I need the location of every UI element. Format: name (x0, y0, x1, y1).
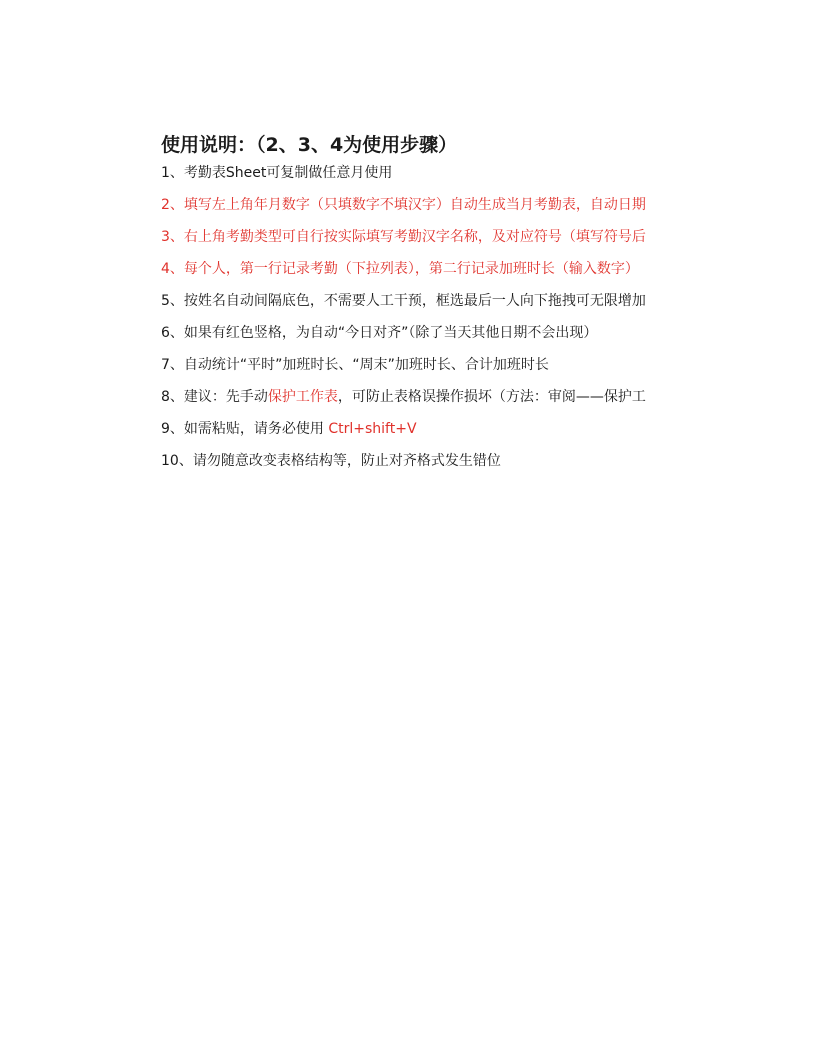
instruction-line-10: 10、请勿随意改变表格结构等，防止对齐格式发生错位 (161, 453, 501, 469)
instruction-line-9 (161, 419, 664, 451)
line-8-suffix: ，可防止表格误操作损坏（方法：审阅——保护工 (337, 389, 646, 405)
instruction-line-5: 5、按姓名自动间隔底色，不需要人工干预，框选最后一人向下拖拽可无限增加 (161, 293, 646, 309)
protect-sheet-highlight: 保护工作表 (267, 389, 338, 405)
instruction-line-6: 6、如果有红色竖格，为自动“今日对齐”（除了当天其他日期不会出现） (161, 325, 598, 341)
instruction-line-1: 1、考勤表Sheet可复制做任意月使用 (161, 165, 393, 181)
line-8-prefix: 8、建议：先手动 (161, 389, 268, 405)
instruction-line-4: 4、每个人，第一行记录考勤（下拉列表），第二行记录加班时长（输入数字） (161, 261, 639, 277)
page-title: 使用说明：（2、3、4为使用步骤） (161, 134, 458, 156)
instructions-block (161, 131, 664, 483)
paste-shortcut-highlight: Ctrl+shift+V (328, 421, 417, 437)
instruction-line-7: 7、自动统计“平时”加班时长、“周末”加班时长、合计加班时长 (161, 357, 549, 373)
line-9-prefix: 9、如需粘贴，请务必使用 (161, 421, 329, 437)
instruction-line-3: 3、右上角考勤类型可自行按实际填写考勤汉字名称，及对应符号（填写符号后 (161, 229, 646, 245)
instruction-line-2: 2、填写左上角年月数字（只填数字不填汉字）自动生成当月考勤表，自动日期 (161, 197, 646, 213)
instruction-line-8 (161, 387, 664, 419)
